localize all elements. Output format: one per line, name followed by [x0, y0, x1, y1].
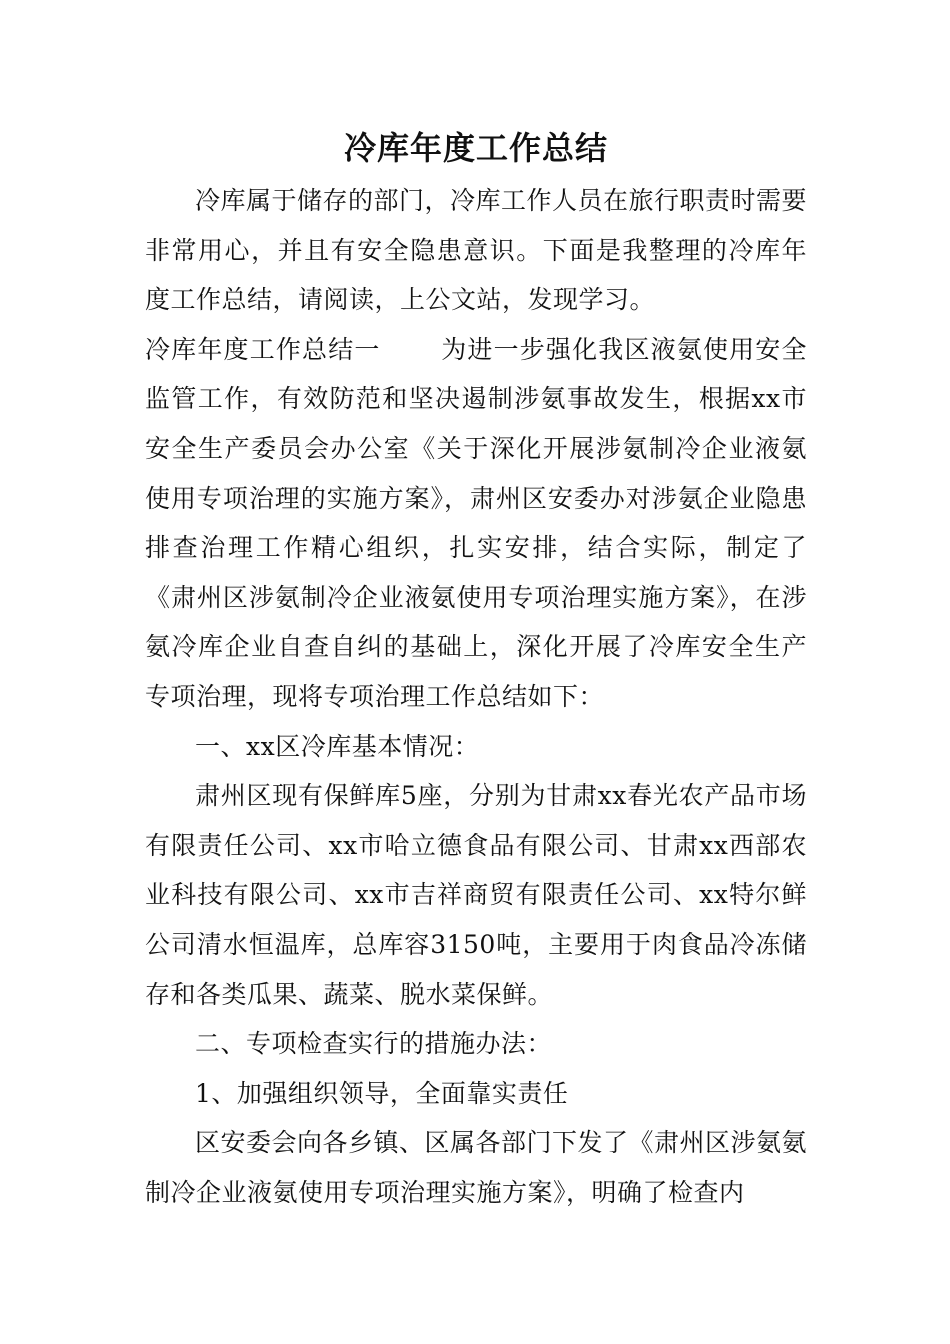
- heading-measures: 二、专项检查实行的措施办法：: [195, 1029, 553, 1059]
- heading-basic-situation: 一、xx区冷库基本情况：: [195, 731, 480, 761]
- section-one-paragraph: [145, 325, 807, 722]
- section-one-heading: 冷库年度工作总结一: [145, 334, 381, 364]
- section-one-body: 为进一步强化我区液氨使用安全监管工作，有效防范和坚决遏制涉氨事故发生，根据xx市安全生产委员会办公室《关于深化开展涉氨制冷企业液氨使用专项治理的实施方案》，肃州区安委办对涉氨企业隐患排查治理工作精心组织，扎实安排，结合实际，制定了《肃州区涉氨制冷企业液氨使用专项治理实施方案》，在涉氨冷库企业自查自纠的基础上，深化开展了冷库安全生产专项治理，现将专项治理工作总结如下：: [145, 334, 807, 711]
- document-title: 冷库年度工作总结: [343, 129, 608, 167]
- organization-paragraph: 区安委会向各乡镇、区属各部门下发了《肃州区涉氨氨制冷企业液氨使用专项治理实施方案》，明确了检查内: [145, 1128, 808, 1207]
- document-page: [145, 120, 807, 1217]
- intro-paragraph: 冷库属于储存的部门，冷库工作人员在旅行职责时需要非常用心，并且有安全隐患意识。下面是我整理的冷库年度工作总结，请阅读，上公文站，发现学习。: [145, 186, 808, 315]
- heading-organization: 1、加强组织领导，全面靠实责任: [195, 1078, 569, 1108]
- basic-situation-paragraph: 肃州区现有保鲜库5座，分别为甘肃xx春光农产品市场有限责任公司、xx市哈立德食品有限公司、甘肃xx西部农业科技有限公司、xx市吉祥商贸有限责任公司、xx特尔鲜公司清水恒温库，总库容3150吨，主要用于肉食品冷冻储存和各类瓜果、蔬菜、脱水菜保鲜。: [145, 781, 807, 1009]
